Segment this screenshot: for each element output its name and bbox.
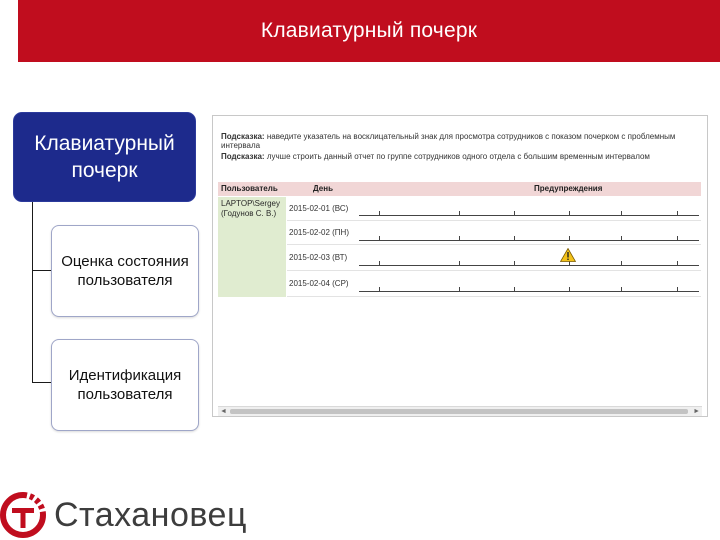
hint-2-text: лучше строить данный отчет по группе сотрудников одного отдела с большим временным интервалом: [266, 152, 650, 161]
warning-triangle-icon[interactable]: [560, 248, 576, 262]
stakhanovets-logo-icon: [0, 492, 46, 538]
brand-name: Стахановец: [54, 496, 247, 534]
hint-1: [221, 132, 701, 150]
table-row-day: 2015-02-02 (ПН): [289, 228, 349, 237]
table-row-day: 2015-02-01 (ВС): [289, 204, 349, 213]
hint-1-text: наведите указатель на восклицательный знак для просмотра сотрудников с показом почерком с проблемным интервала: [221, 132, 676, 151]
diagram-connector-2: [32, 382, 52, 383]
timeline-row-1: [359, 215, 699, 216]
slide-title-bar: [18, 0, 720, 62]
horizontal-scrollbar[interactable]: [218, 406, 702, 416]
diagram-node-user-state: Оценка состояния пользователя: [51, 225, 199, 317]
timeline-row-3: [359, 265, 699, 266]
user-fullname: (Годунов С. В.): [221, 209, 277, 218]
column-day[interactable]: День: [313, 184, 333, 193]
column-warnings[interactable]: Предупреждения: [534, 184, 603, 193]
report-panel: [212, 115, 708, 417]
diagram-root-node: Клавиатурный почерк: [13, 112, 196, 202]
hint-2: [221, 152, 701, 161]
row-divider: [287, 270, 701, 271]
report-table-header: [218, 182, 701, 196]
table-row-day: 2015-02-04 (СР): [289, 279, 349, 288]
scroll-right-arrow-icon[interactable]: ►: [693, 408, 700, 415]
row-divider: [287, 244, 701, 245]
table-row-day: 2015-02-03 (ВТ): [289, 253, 348, 262]
timeline-row-2: [359, 240, 699, 241]
timeline-row-4: [359, 291, 699, 292]
row-divider: [287, 220, 701, 221]
column-user[interactable]: Пользователь: [221, 184, 278, 193]
diagram-node-user-identification: Идентификация пользователя: [51, 339, 199, 431]
scroll-thumb[interactable]: [230, 409, 688, 414]
hint-1-label: Подсказка:: [221, 132, 265, 141]
user-login: LAPTOP\Sergey: [221, 199, 280, 208]
scroll-left-arrow-icon[interactable]: ◄: [220, 408, 227, 415]
diagram-connector-vertical: [32, 202, 33, 382]
row-divider: [287, 296, 701, 297]
slide-title: Клавиатурный почерк: [260, 19, 478, 42]
hint-2-label: Подсказка:: [221, 152, 265, 161]
user-cell: [218, 197, 286, 297]
diagram-connector-1: [32, 270, 52, 271]
